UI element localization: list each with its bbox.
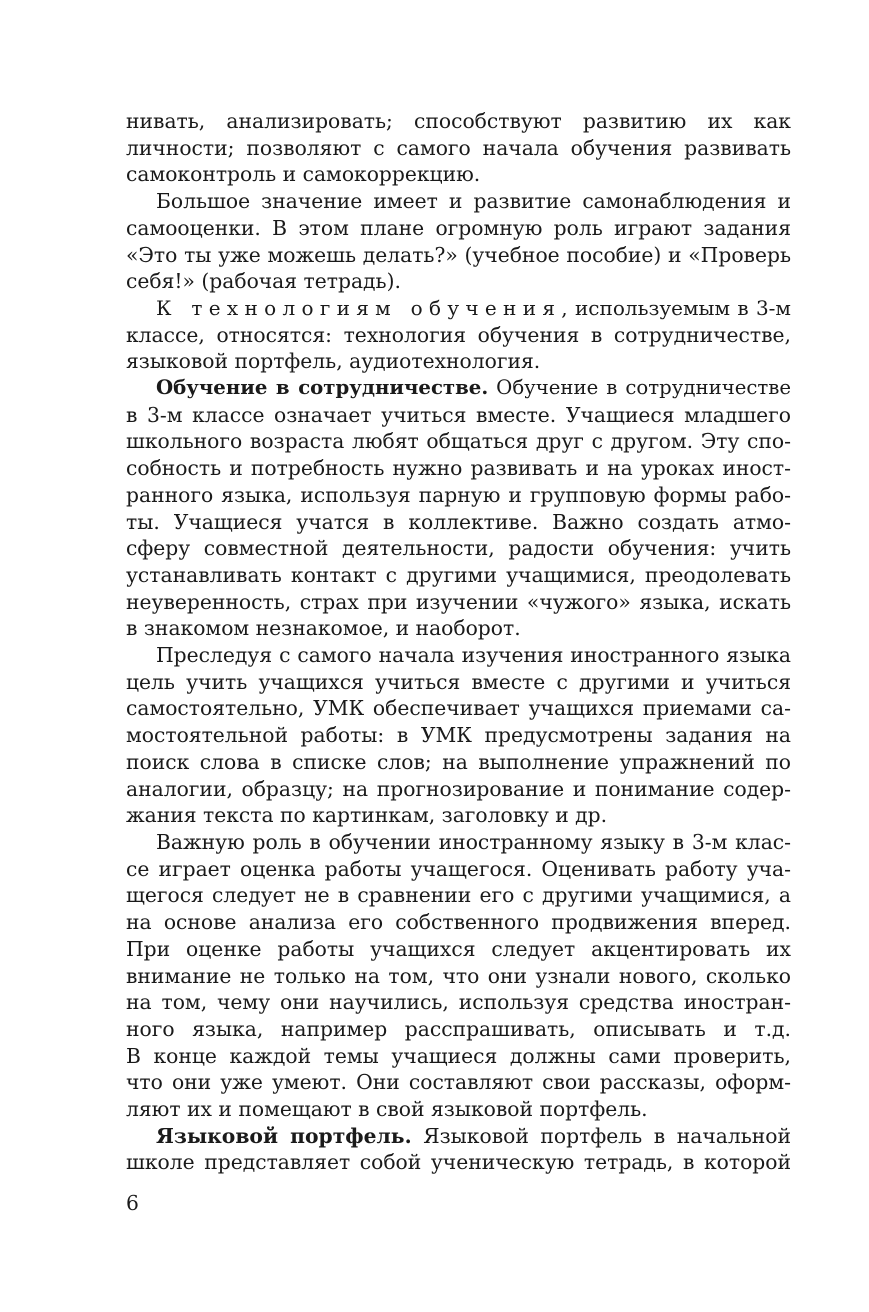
text-line: цель учить учащихся учиться вместе с другими и учиться: [126, 669, 791, 694]
text-line: классе, относятся: технология обучения в сотрудничестве,: [126, 322, 791, 347]
text-line: что они уже умеют. Они составляют свои рассказы, оформ-: [126, 1070, 791, 1095]
section-heading: Языковой портфель.: [156, 1123, 412, 1148]
text-line: ного языка, например расспрашивать, описывать и т.д.: [126, 1016, 791, 1041]
text-line: школе представляет собой ученическую тетрадь, в которой: [126, 1150, 791, 1175]
text-line: В конце каждой темы учащиеся должны сами проверить,: [126, 1043, 791, 1068]
text-line: школьного возраста любят общаться друг с другом. Эту спо-: [126, 429, 791, 454]
text-line: «Это ты уже можешь делать?» (учебное пособие) и «Проверь: [126, 242, 791, 267]
text-line: языковой портфель, аудиотехнология.: [126, 349, 541, 374]
text-line: поиск слова в списке слов; на выполнение упражнений по: [126, 749, 791, 774]
text-line: на основе анализа его собственного продвижения вперед.: [126, 910, 791, 935]
text-line: в 3-м классе означает учиться вместе. Учащиеся младшего: [126, 402, 791, 427]
text-line: Важную роль в обучении иностранному языку в 3-м клас-: [156, 829, 791, 854]
text-run: , используемым в 3-м: [561, 295, 791, 320]
page-number: 6: [126, 1191, 139, 1215]
body-text: [126, 108, 791, 1176]
text-line: Преследуя с самого начала изучения иностранного языка: [156, 643, 791, 668]
spaced-emphasis: К технологиям обучения: [156, 295, 562, 320]
text-line: аналогии, образцу; на прогнозирование и понимание содер-: [126, 776, 791, 801]
text-line: самостоятельно, УМК обеспечивает учащихся приемами са-: [126, 696, 791, 721]
text-line: внимание не только на том, что они узнали нового, сколько: [126, 963, 791, 988]
text-line: нивать, анализировать; способствуют развитию их как: [126, 109, 791, 133]
text-line: собность и потребность нужно развивать и на уроках иност-: [126, 456, 791, 481]
text-line: жания текста по картинкам, заголовку и др.: [126, 803, 608, 828]
text-line: ранного языка, используя парную и групповую формы рабо-: [126, 482, 791, 507]
text-line: на том, чему они научились, используя средства иностран-: [126, 990, 791, 1015]
section-heading: Обучение в сотрудничестве.: [156, 376, 489, 400]
text-line: самооценки. В этом плане огромную роль играют задания: [126, 215, 791, 240]
text-run: Обучение в сотрудничестве: [488, 376, 792, 400]
text-line: щегося следует не в сравнении его с другими учащимися, а: [126, 883, 791, 908]
text-line: устанавливать контакт с другими учащимися, преодолевать: [126, 562, 791, 587]
text-line: [126, 375, 791, 402]
text-line: [126, 295, 791, 322]
text-line: себя!» (рабочая тетрадь).: [126, 269, 401, 294]
text-line: сферу совместной деятельности, радости обучения: учить: [126, 536, 791, 561]
text-run: Языковой портфель в начальной: [411, 1123, 791, 1148]
text-line: в знакомом незнакомое, и наоборот.: [126, 616, 521, 641]
text-line: самоконтроль и самокоррекцию.: [126, 162, 481, 187]
text-line: ты. Учащиеся учатся в коллективе. Важно создать атмо-: [126, 509, 791, 534]
text-line: При оценке работы учащихся следует акцентировать их: [126, 936, 791, 961]
text-line: се играет оценка работы учащегося. Оценивать работу уча-: [126, 856, 791, 881]
text-line: ляют их и помещают в свой языковой портфель.: [126, 1097, 648, 1122]
text-line: неуверенность, страх при изучении «чужого» языка, искать: [126, 589, 791, 614]
text-line: мостоятельной работы: в УМК предусмотрены задания на: [126, 723, 791, 748]
text-line: личности; позволяют с самого начала обучения развивать: [126, 135, 791, 160]
text-line: [126, 1123, 791, 1150]
text-line: Большое значение имеет и развитие самонаблюдения и: [156, 189, 791, 214]
